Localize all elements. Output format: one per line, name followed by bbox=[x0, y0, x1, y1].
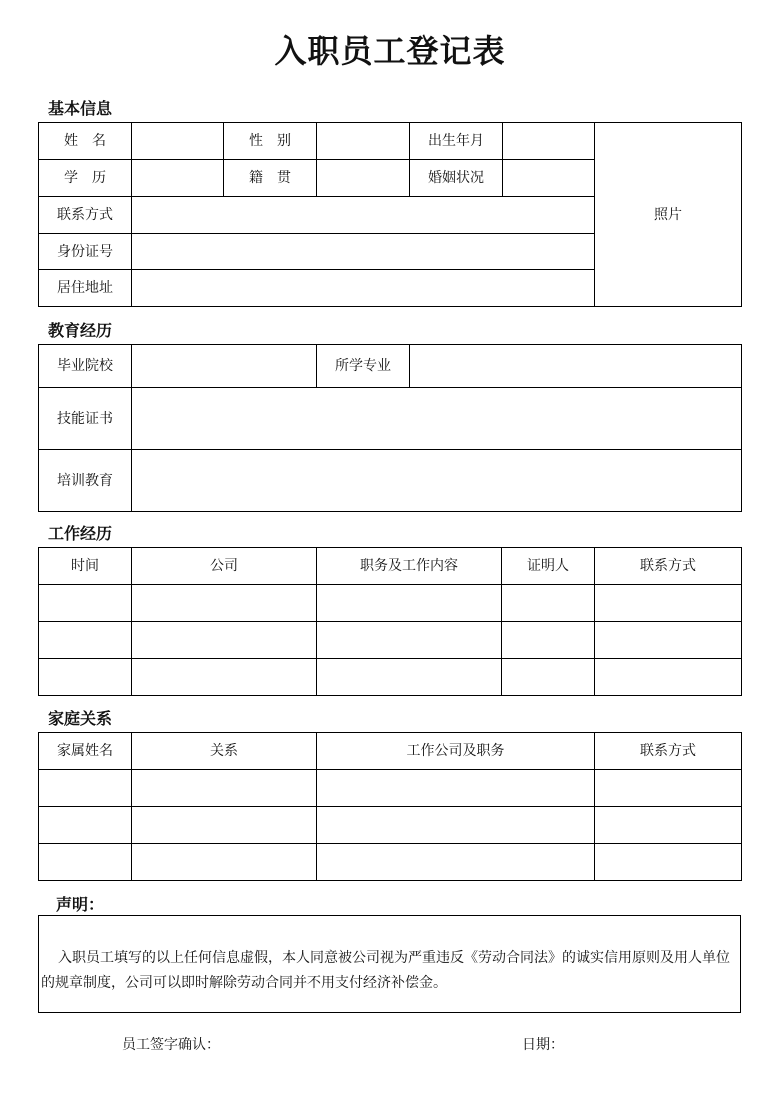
photo-box[interactable]: 照片 bbox=[595, 123, 742, 307]
label-major: 所学专业 bbox=[317, 345, 410, 388]
family-col-contact: 联系方式 bbox=[595, 733, 742, 770]
input-address[interactable] bbox=[132, 270, 595, 307]
input-contact[interactable] bbox=[132, 197, 595, 234]
table-cell[interactable] bbox=[132, 770, 317, 807]
section-basic-info: 基本信息 bbox=[48, 99, 113, 118]
table-cell[interactable] bbox=[595, 622, 742, 659]
basic-info-table bbox=[38, 122, 742, 307]
family-col-company: 工作公司及职务 bbox=[317, 733, 595, 770]
table-cell[interactable] bbox=[39, 585, 132, 622]
table-cell[interactable] bbox=[595, 844, 742, 881]
table-cell[interactable] bbox=[39, 807, 132, 844]
table-cell[interactable] bbox=[317, 622, 502, 659]
work-table bbox=[38, 547, 742, 696]
table-cell[interactable] bbox=[39, 659, 132, 696]
input-marital-status[interactable] bbox=[503, 160, 595, 197]
work-col-duties: 职务及工作内容 bbox=[317, 548, 502, 585]
label-gender: 性 别 bbox=[224, 123, 317, 160]
table-cell[interactable] bbox=[317, 659, 502, 696]
label-school: 毕业院校 bbox=[39, 345, 132, 388]
statement-text: 入职员工填写的以上任何信息虚假，本人同意被公司视为严重违反《劳动合同法》的诚实信用原则及用人单位的规章制度，公司可以即时解除劳动合同并不用支付经济补偿金。 bbox=[41, 950, 730, 991]
input-gender[interactable] bbox=[317, 123, 410, 160]
table-cell[interactable] bbox=[595, 585, 742, 622]
table-cell[interactable] bbox=[39, 622, 132, 659]
section-family: 家庭关系 bbox=[48, 709, 113, 728]
table-cell[interactable] bbox=[595, 659, 742, 696]
family-col-name: 家属姓名 bbox=[39, 733, 132, 770]
form-title: 入职员工登记表 bbox=[274, 32, 506, 70]
input-birth[interactable] bbox=[503, 123, 595, 160]
work-col-time: 时间 bbox=[39, 548, 132, 585]
work-col-contact: 联系方式 bbox=[595, 548, 742, 585]
table-cell[interactable] bbox=[502, 659, 595, 696]
date-label: 日期： bbox=[522, 1037, 564, 1053]
label-skills: 技能证书 bbox=[39, 388, 132, 450]
table-cell[interactable] bbox=[132, 844, 317, 881]
label-training: 培训教育 bbox=[39, 450, 132, 512]
input-name[interactable] bbox=[132, 123, 224, 160]
table-row bbox=[39, 659, 742, 696]
input-native-place[interactable] bbox=[317, 160, 410, 197]
table-cell[interactable] bbox=[317, 807, 595, 844]
table-cell[interactable] bbox=[502, 622, 595, 659]
work-col-reference: 证明人 bbox=[502, 548, 595, 585]
family-col-relation: 关系 bbox=[132, 733, 317, 770]
label-id-number: 身份证号 bbox=[39, 234, 132, 270]
input-training[interactable] bbox=[132, 450, 742, 512]
table-cell[interactable] bbox=[132, 807, 317, 844]
table-row bbox=[39, 844, 742, 881]
table-cell[interactable] bbox=[502, 585, 595, 622]
input-major[interactable] bbox=[410, 345, 742, 388]
label-contact: 联系方式 bbox=[39, 197, 132, 234]
label-native-place: 籍 贯 bbox=[224, 160, 317, 197]
table-cell[interactable] bbox=[39, 844, 132, 881]
input-id-number[interactable] bbox=[132, 234, 595, 270]
education-table bbox=[38, 344, 742, 512]
section-education: 教育经历 bbox=[48, 321, 113, 340]
table-row bbox=[39, 622, 742, 659]
table-cell[interactable] bbox=[132, 659, 317, 696]
table-cell[interactable] bbox=[595, 807, 742, 844]
table-cell[interactable] bbox=[39, 770, 132, 807]
table-cell[interactable] bbox=[317, 585, 502, 622]
table-row bbox=[39, 807, 742, 844]
input-skills[interactable] bbox=[132, 388, 742, 450]
input-education[interactable] bbox=[132, 160, 224, 197]
table-cell[interactable] bbox=[317, 844, 595, 881]
family-table bbox=[38, 732, 742, 881]
table-cell[interactable] bbox=[132, 622, 317, 659]
table-cell[interactable] bbox=[595, 770, 742, 807]
table-cell[interactable] bbox=[317, 770, 595, 807]
table-row bbox=[39, 770, 742, 807]
label-name: 姓 名 bbox=[39, 123, 132, 160]
work-col-company: 公司 bbox=[132, 548, 317, 585]
label-birth: 出生年月 bbox=[410, 123, 503, 160]
section-work: 工作经历 bbox=[48, 524, 113, 543]
section-statement: 声明： bbox=[56, 895, 105, 914]
input-school[interactable] bbox=[132, 345, 317, 388]
table-row bbox=[39, 585, 742, 622]
statement-box bbox=[38, 915, 741, 1013]
signature-label: 员工签字确认： bbox=[122, 1037, 220, 1053]
label-education: 学 历 bbox=[39, 160, 132, 197]
label-marital-status: 婚姻状况 bbox=[410, 160, 503, 197]
label-address: 居住地址 bbox=[39, 270, 132, 307]
table-cell[interactable] bbox=[132, 585, 317, 622]
